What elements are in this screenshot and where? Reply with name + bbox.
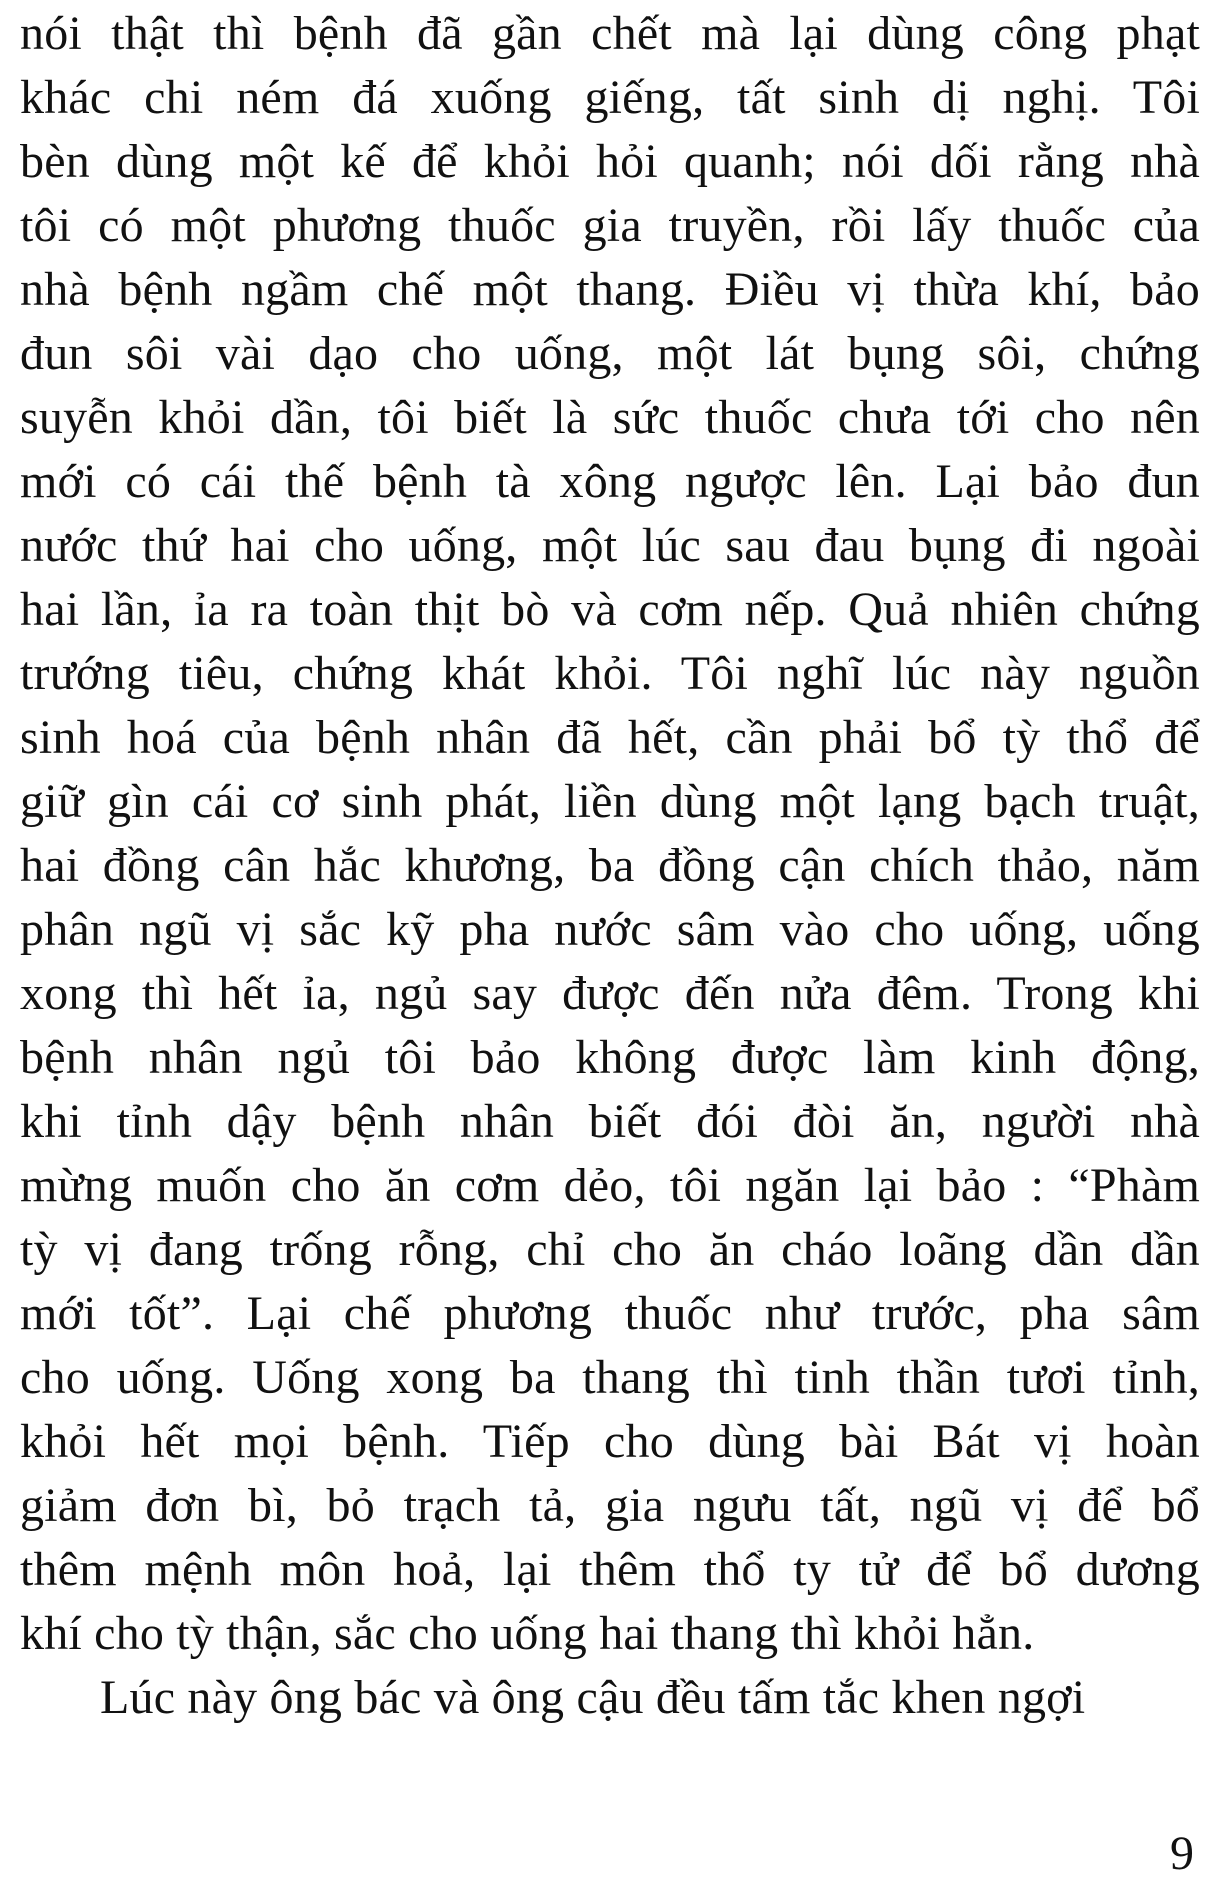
text-line: hai lần, ỉa ra toàn thịt bò và cơm nếp. Quả nhiên chứng bbox=[20, 583, 1200, 636]
text-line: khí cho tỳ thận, sắc cho uống hai thang thì khỏi hẳn. bbox=[20, 1607, 1035, 1660]
text-line: phân ngũ vị sắc kỹ pha nước sâm vào cho uống, uống bbox=[20, 903, 1200, 956]
text-line: khỏi hết mọi bệnh. Tiếp cho dùng bài Bát vị hoàn bbox=[20, 1415, 1200, 1468]
body-text bbox=[20, 2, 1200, 1730]
text-line: mới tốt”. Lại chế phương thuốc như trước, pha sâm bbox=[20, 1287, 1200, 1340]
text-line: nước thứ hai cho uống, một lúc sau đau bụng đi ngoài bbox=[20, 519, 1200, 572]
text-line: xong thì hết ỉa, ngủ say được đến nửa đêm. Trong khi bbox=[20, 967, 1200, 1020]
text-line: giảm đơn bì, bỏ trạch tả, gia ngưu tất, ngũ vị để bổ bbox=[20, 1479, 1200, 1532]
text-line: giữ gìn cái cơ sinh phát, liền dùng một lạng bạch truật, bbox=[20, 775, 1200, 828]
text-line: thêm mệnh môn hoả, lại thêm thổ ty tử để bổ dương bbox=[20, 1543, 1200, 1596]
text-line: tỳ vị đang trống rỗng, chỉ cho ăn cháo loãng dần dần bbox=[20, 1223, 1200, 1276]
text-line: cho uống. Uống xong ba thang thì tinh thần tươi tỉnh, bbox=[20, 1351, 1200, 1404]
text-line: khác chi ném đá xuống giếng, tất sinh dị nghị. Tôi bbox=[20, 71, 1200, 124]
page-number: 9 bbox=[1170, 1827, 1194, 1880]
text-line: bệnh nhân ngủ tôi bảo không được làm kinh động, bbox=[20, 1031, 1200, 1084]
text-line: đun sôi vài dạo cho uống, một lát bụng sôi, chứng bbox=[20, 327, 1200, 380]
text-line: mừng muốn cho ăn cơm dẻo, tôi ngăn lại bảo : “Phàm bbox=[20, 1159, 1200, 1212]
text-line: nhà bệnh ngầm chế một thang. Điều vị thừa khí, bảo bbox=[20, 263, 1200, 316]
text-line: bèn dùng một kế để khỏi hỏi quanh; nói dối rằng nhà bbox=[20, 135, 1200, 188]
text-line: tôi có một phương thuốc gia truyền, rồi lấy thuốc của bbox=[20, 199, 1200, 252]
text-line: hai đồng cân hắc khương, ba đồng cận chích thảo, năm bbox=[20, 839, 1200, 892]
text-line: mới có cái thế bệnh tà xông ngược lên. Lại bảo đun bbox=[20, 455, 1200, 508]
paragraph-start-line: Lúc này ông bác và ông cậu đều tấm tắc khen ngợi bbox=[100, 1671, 1086, 1724]
text-line: khi tỉnh dậy bệnh nhân biết đói đòi ăn, người nhà bbox=[20, 1095, 1200, 1148]
text-line: trướng tiêu, chứng khát khỏi. Tôi nghĩ lúc này nguồn bbox=[20, 647, 1200, 700]
text-line: sinh hoá của bệnh nhân đã hết, cần phải bổ tỳ thổ để bbox=[20, 711, 1200, 764]
text-line: suyễn khỏi dần, tôi biết là sức thuốc chưa tới cho nên bbox=[20, 391, 1200, 444]
text-line: nói thật thì bệnh đã gần chết mà lại dùng công phạt bbox=[20, 7, 1200, 60]
